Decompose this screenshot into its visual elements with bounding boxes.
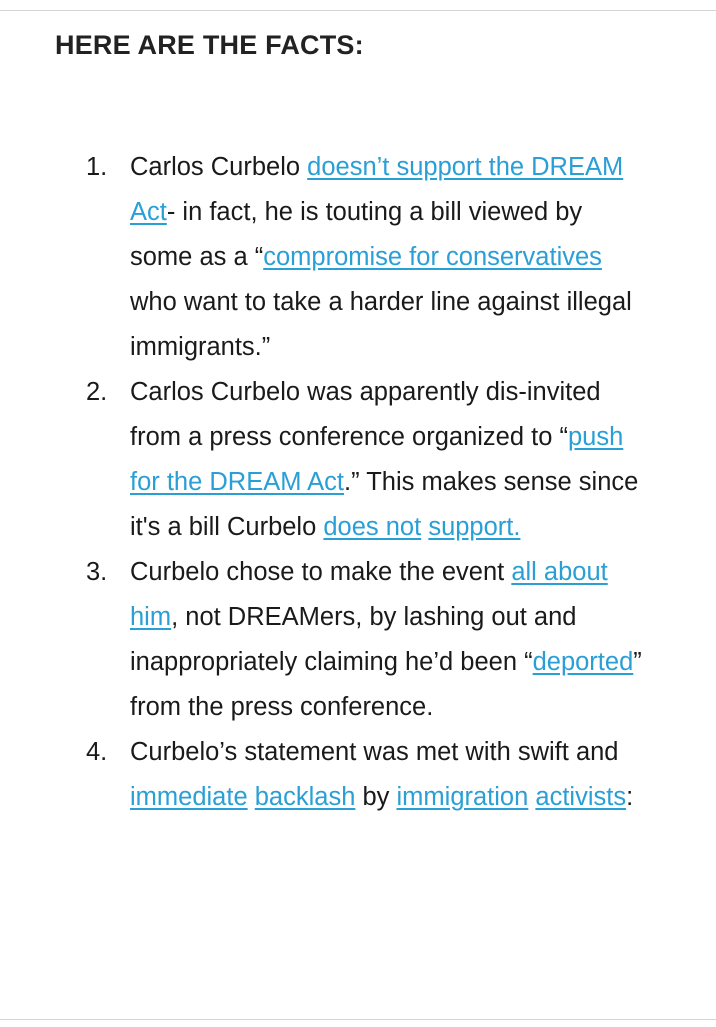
link-activists[interactable]: activists <box>535 783 627 811</box>
fact-text: ” from the press conference. <box>130 648 642 721</box>
link-does-not[interactable]: does not <box>323 513 422 541</box>
fact-text: who want to take a harder line against illegal immigrants.” <box>130 288 632 361</box>
fact-item-3 <box>0 550 650 730</box>
fact-item-4 <box>0 730 650 820</box>
fact-text: - in fact, he is touting a bill viewed by some as a “ <box>130 198 583 271</box>
link-all-about-him[interactable]: all about him <box>130 558 608 631</box>
fact-text: Curbelo chose to make the event <box>130 558 512 586</box>
fact-text: : <box>626 783 634 811</box>
fact-text: Curbelo’s statement was met with swift and <box>130 738 619 766</box>
link-backlash[interactable]: backlash <box>254 783 356 811</box>
fact-text: , not DREAMers, by lashing out and inappropriately claiming he’d been “ <box>130 603 577 676</box>
list-number: 3. <box>86 558 108 586</box>
fact-item-2 <box>0 370 650 550</box>
link-push-for-dream-act[interactable]: push for the DREAM Act <box>130 423 624 496</box>
fact-text <box>248 783 255 811</box>
fact-text: Carlos Curbelo <box>130 153 308 181</box>
fact-text: .” This makes sense since it's a bill Curbelo <box>130 468 639 541</box>
bottom-divider <box>0 1019 716 1020</box>
top-divider <box>0 10 716 11</box>
facts-list <box>0 145 716 820</box>
link-deported[interactable]: deported <box>532 648 634 676</box>
link-compromise-for-conservatives[interactable]: compromise for conservatives <box>263 243 602 271</box>
link-support[interactable]: support. <box>428 513 521 541</box>
fact-text: Carlos Curbelo was apparently dis-invited from a press conference organized to “ <box>130 378 601 451</box>
list-number: 2. <box>86 378 108 406</box>
section-heading: HERE ARE THE FACTS: <box>55 30 364 60</box>
link-immediate[interactable]: immediate <box>130 783 248 811</box>
list-number: 4. <box>86 738 108 766</box>
fact-text: by <box>355 783 397 811</box>
list-number: 1. <box>86 153 108 181</box>
fact-item-1 <box>0 145 650 370</box>
link-immigration[interactable]: immigration <box>396 783 529 811</box>
link-doesnt-support-dream-act[interactable]: doesn’t support the DREAM Act <box>130 153 624 226</box>
